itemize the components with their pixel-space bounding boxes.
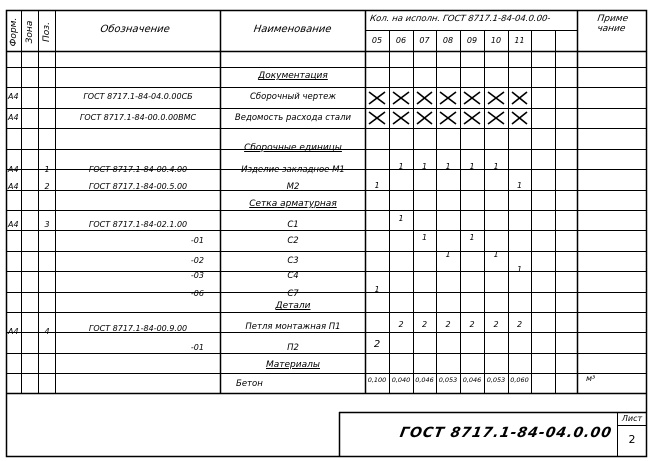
row10-format: А4 xyxy=(8,327,19,336)
row5-pos: 3 xyxy=(44,220,50,229)
sheet-label: Лист xyxy=(621,414,643,423)
row1-format: А4 xyxy=(8,92,19,101)
name-header: Наименование xyxy=(252,24,333,35)
row10-name: Петля монтажная П1 xyxy=(245,322,341,332)
qty-r10-09: 2 xyxy=(469,320,475,329)
qty-r3-06: 1 xyxy=(398,162,404,171)
qty-r10-08: 2 xyxy=(445,320,451,329)
row5-designation: ГОСТ 8717.1-84-02.1.00 xyxy=(88,220,188,229)
row6-name: С2 xyxy=(287,236,299,246)
qty-header: Кол. на исполн. ГОСТ 8717.1-84-04.0.00- xyxy=(369,14,552,24)
qty-r6-09: 1 xyxy=(469,233,475,242)
row4-pos: 2 xyxy=(44,182,50,191)
row3-name: Изделие закладное М1 xyxy=(241,165,345,175)
row4-name: М2 xyxy=(286,182,300,192)
qty-r12-08: 0,053 xyxy=(438,376,458,384)
row9-designation: -06 xyxy=(190,289,204,298)
qty-r10-10: 2 xyxy=(493,320,499,329)
row3-pos: 1 xyxy=(44,165,50,174)
qty-r3-10: 1 xyxy=(493,162,499,171)
row4-designation: ГОСТ 8717.1-84-00.5.00 xyxy=(88,182,188,191)
row8-name: С4 xyxy=(287,271,299,281)
row12-note: м³ xyxy=(586,374,596,383)
qty-r10-07: 2 xyxy=(421,320,428,329)
sheet-number: 2 xyxy=(628,433,636,446)
row2-designation: ГОСТ 8717.1-84-00.0.00ВМС xyxy=(79,113,197,122)
section-mesh: Сетка арматурная xyxy=(249,199,337,209)
row10-designation: ГОСТ 8717.1-84-00.9.00 xyxy=(88,324,188,333)
row7-name: С3 xyxy=(287,256,299,266)
variant-header-06: 06 xyxy=(395,36,407,45)
variant-header-05: 05 xyxy=(371,36,383,45)
row1-designation: ГОСТ 8717.1-84-04.0.00СБ xyxy=(83,92,193,101)
qty-r11-05: 2 xyxy=(373,339,381,350)
zone-header: Зона xyxy=(25,20,35,44)
qty-r10-06: 2 xyxy=(398,320,404,329)
section-documentation: Документация xyxy=(258,71,328,81)
qty-r4-05: 1 xyxy=(374,181,380,190)
qty-r12-06: 0,040 xyxy=(391,376,411,384)
qty-r12-07: 0,046 xyxy=(415,376,434,384)
variant-header-07: 07 xyxy=(419,36,430,45)
qty-r12-10: 0,053 xyxy=(486,376,506,384)
designation-header: Обозначение xyxy=(99,24,171,35)
row7-designation: -02 xyxy=(190,256,204,265)
variant-header-08: 08 xyxy=(442,36,454,45)
row11-designation: -01 xyxy=(190,343,204,352)
variant-header-10: 10 xyxy=(490,36,502,45)
row6-designation: -01 xyxy=(190,236,204,245)
row5-format: А4 xyxy=(8,220,19,229)
qty-r6-07: 1 xyxy=(421,233,428,242)
row3-format: А4 xyxy=(8,165,19,174)
qty-r3-08: 1 xyxy=(445,162,451,171)
qty-r4-11: 1 xyxy=(516,181,523,190)
row8-designation: -03 xyxy=(190,271,204,280)
qty-r3-09: 1 xyxy=(469,162,475,171)
format-header: Форм. xyxy=(9,17,19,47)
qty-r12-09: 0,046 xyxy=(462,376,482,384)
row5-name: С1 xyxy=(287,220,299,230)
row11-name: П2 xyxy=(287,343,299,353)
document-code: ГОСТ 8717.1-84-04.0.00 xyxy=(398,425,614,441)
note-header: Приме чание xyxy=(596,14,629,34)
row9-name: С7 xyxy=(287,289,299,299)
qty-r7-10: 1 xyxy=(493,250,499,259)
row1-name: Сборочный чертеж xyxy=(250,92,336,102)
section-parts: Детали xyxy=(275,301,311,311)
qty-r3-07: 1 xyxy=(421,162,428,171)
qty-r10-11: 2 xyxy=(516,320,523,329)
pos-header: Поз. xyxy=(42,22,52,42)
variant-header-11: 11 xyxy=(514,36,525,45)
row12-name: Бетон xyxy=(236,379,263,389)
qty-r12-11: 0,060 xyxy=(510,376,529,384)
row4-format: А4 xyxy=(8,182,19,191)
row10-pos: 4 xyxy=(44,327,50,336)
qty-r5-06: 1 xyxy=(398,214,404,223)
row2-format: А4 xyxy=(8,113,19,122)
qty-r9-05: 1 xyxy=(374,285,380,294)
section-assembly-units: Сборочные единицы xyxy=(244,143,342,153)
qty-r8-11: 1 xyxy=(516,265,523,274)
row2-name: Ведомость расхода стали xyxy=(234,113,352,123)
variant-header-09: 09 xyxy=(466,36,478,45)
row3-designation: ГОСТ 8717.1-84-00.4.00 xyxy=(88,165,188,174)
qty-r12-05: 0,100 xyxy=(367,376,387,384)
section-materials: Материалы xyxy=(266,360,320,370)
qty-r7-08: 1 xyxy=(445,250,451,259)
